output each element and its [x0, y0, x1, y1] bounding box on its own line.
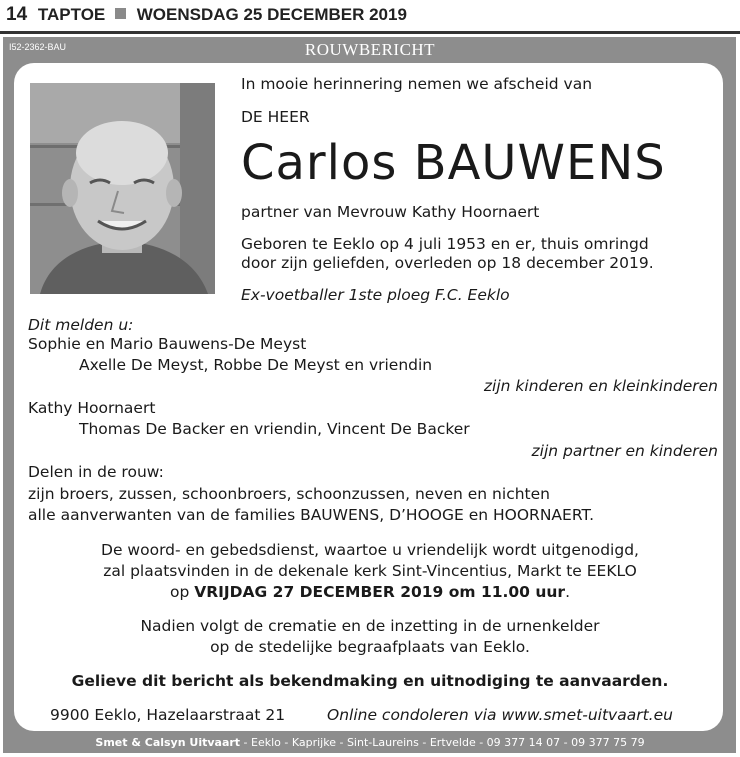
reference-code: I52-2362-BAU: [9, 42, 67, 52]
partner-text: partner van Mevrouw Kathy Hoornaert: [241, 203, 540, 221]
portrait-illustration: [30, 83, 215, 294]
service-line-4: Nadien volgt de crematie en de inzetting in de urnenkelder: [140, 617, 600, 635]
family-line-6: alle aanverwanten van de families BAUWENS, D’HOOGE en HOORNAERT.: [28, 506, 595, 524]
newspaper-masthead: [6, 4, 734, 30]
undertaker-details: - Eeklo - Kaprijke - Sint-Laureins - Ertvelde - 09 377 14 07 - 09 377 75 79: [240, 736, 645, 749]
undertaker-footer: [0, 736, 740, 749]
family-caption-1: zijn kinderen en kleinkinderen: [483, 377, 718, 395]
share-label: Delen in de rouw:: [28, 463, 164, 481]
square-separator-icon: [115, 8, 126, 19]
announce-label: Dit melden u:: [28, 316, 134, 334]
service-line-3: [0, 584, 740, 602]
portrait-photo: [30, 83, 215, 294]
deceased-name: Carlos BAUWENS: [241, 135, 666, 191]
born-line-1: Geboren te Eeklo op 4 juli 1953 en er, thuis omringd: [241, 235, 649, 253]
service-line-5: op de stedelijke begraafplaats van Eeklo.: [210, 638, 530, 656]
family-line-3: Kathy Hoornaert: [28, 399, 156, 417]
family-line-4: Thomas De Backer en vriendin, Vincent De Backer: [79, 420, 470, 438]
note-text: Ex-voetballer 1ste ploeg F.C. Eeklo: [241, 286, 510, 304]
service-line-3-suffix: .: [565, 583, 571, 601]
service-line-3-prefix: op: [169, 583, 195, 601]
family-line-1: Sophie en Mario Bauwens-De Meyst: [28, 335, 307, 353]
title-text: DE HEER: [241, 108, 310, 126]
notice-heading: ROUWBERICHT: [304, 40, 436, 59]
page-number: 14: [6, 4, 28, 25]
born-line-2: door zijn geliefden, overleden op 18 december 2019.: [241, 254, 654, 272]
intro-text: In mooie herinnering nemen we afscheid van: [241, 75, 593, 93]
request-text: Gelieve dit bericht als bekendmaking en uitnodiging te aanvaarden.: [71, 672, 669, 690]
issue-date: WOENSDAG 25 DECEMBER 2019: [136, 5, 407, 24]
service-line-2: zal plaatsvinden in de dekenale kerk Sint-Vincentius, Markt te EEKLO: [103, 562, 637, 580]
masthead-rule: [0, 31, 740, 34]
online-condolence-text: Online condoleren via www.smet-uitvaart.eu: [327, 706, 673, 724]
family-caption-2: zijn partner en kinderen: [531, 442, 718, 460]
family-line-5: zijn broers, zussen, schoonbroers, schoonzussen, neven en nichten: [28, 485, 550, 503]
undertaker-name: Smet & Calsyn Uitvaart: [95, 736, 241, 749]
family-line-2: Axelle De Meyst, Robbe De Meyst en vriendin: [79, 356, 433, 374]
service-date: VRIJDAG 27 DECEMBER 2019 om 11.00 uur: [194, 583, 566, 601]
paper-name: TAPTOE: [37, 5, 106, 24]
address-text: 9900 Eeklo, Hazelaarstraat 21: [50, 706, 286, 724]
service-line-1: De woord- en gebedsdienst, waartoe u vriendelijk wordt uitgenodigd,: [101, 541, 639, 559]
